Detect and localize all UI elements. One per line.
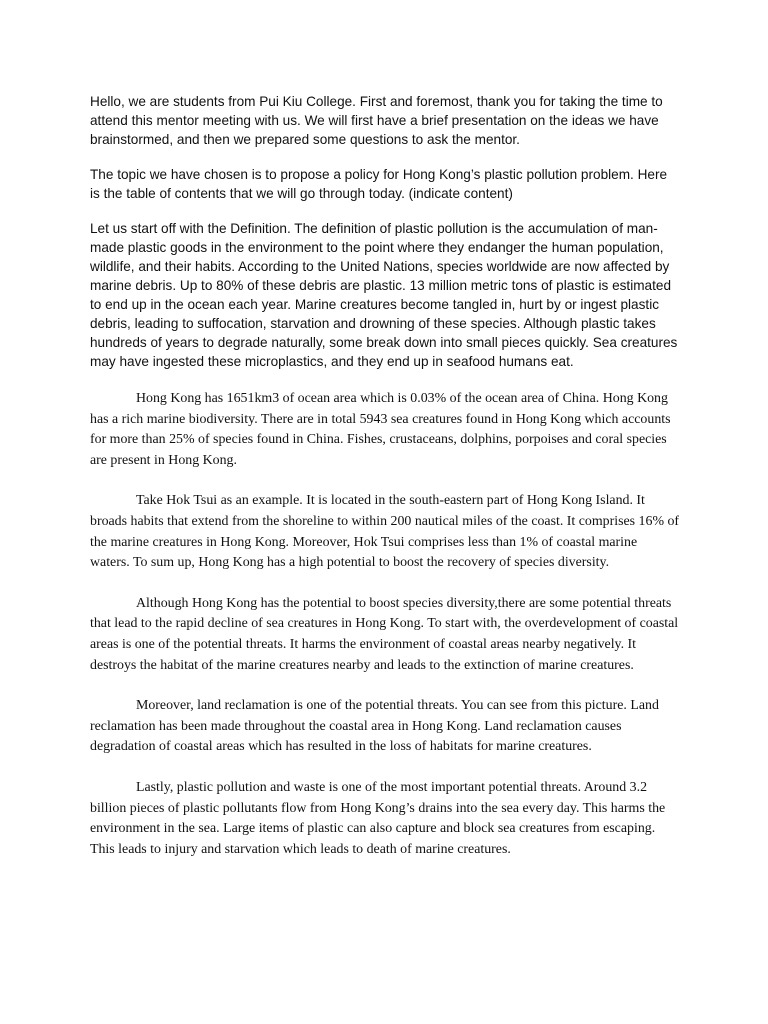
- paragraph-introduction: Hello, we are students from Pui Kiu College. First and foremost, thank you for taking the time to attend this mentor meeting with us. We will first have a brief presentation on the ideas we have brainstormed, and then we prepared some questions to ask the mentor.: [90, 94, 663, 147]
- document-page: [90, 92, 680, 880]
- paragraph-definition: Let us start off with the Definition. The definition of plastic pollution is the accumulation of man-made plastic goods in the environment to the point where they endanger the human population, wildlife, and their habits. According to the United Nations, species worldwide are now affected by marine debris. Up to 80% of these debris are plastic. 13 million metric tons of plastic is estimated to end up in the ocean each year. Marine creatures become tangled in, hurt by or ingest plastic debris, leading to suffocation, starvation and drowning of these species. Although plastic takes hundreds of years to degrade naturally, some break down into small pieces quickly. Sea creatures may have ingested these microplastics, and they end up in seafood humans eat.: [90, 221, 678, 369]
- paragraph-ocean-area: Hong Kong has 1651km3 of ocean area which is 0.03% of the ocean area of China. Hong Kong has a rich marine biodiversity. There are in total 5943 sea creatures found in Hong Kong which accounts for more than 25% of species found in China. Fishes, crustaceans, dolphins, porpoises and coral species are present in Hong Kong.: [90, 391, 671, 468]
- paragraph-threats-overdevelopment: Although Hong Kong has the potential to boost species diversity,there are some potential threats that lead to the rapid decline of sea creatures in Hong Kong. To start with, the overdevelopment of coastal areas is one of the potential threats. It harms the environment of coastal areas nearby negatively. It destroys the habitat of the marine creatures nearby and leads to the extinction of marine creatures.: [90, 595, 679, 673]
- paragraph-land-reclamation: Moreover, land reclamation is one of the potential threats. You can see from this picture. Land reclamation has been made throughout the coastal area in Hong Kong. Land reclamation causes degradation of coastal areas which has resulted in the loss of habitats for marine creatures.: [90, 698, 659, 755]
- paragraph-topic: The topic we have chosen is to propose a policy for Hong Kong’s plastic pollution problem. Here is the table of contents that we will go through today. (indicate content): [90, 167, 668, 201]
- paragraph-plastic-pollution: Lastly, plastic pollution and waste is one of the most important potential threats. Around 3.2 billion pieces of plastic pollutants flow from Hong Kong’s drains into the sea every day. This harms the environment in the sea. Large items of plastic can also capture and block sea creatures from escaping. This leads to injury and starvation which leads to death of marine creatures.: [90, 779, 666, 857]
- paragraph-hok-tsui: Take Hok Tsui as an example. It is located in the south-eastern part of Hong Kong Island. It broads habits that extend from the shoreline to within 200 nautical miles of the coast. It comprises 16% of the marine creatures in Hong Kong. Moreover, Hok Tsui comprises less than 1% of coastal marine waters. To sum up, Hong Kong has a high potential to boost the recovery of species diversity.: [90, 493, 680, 571]
